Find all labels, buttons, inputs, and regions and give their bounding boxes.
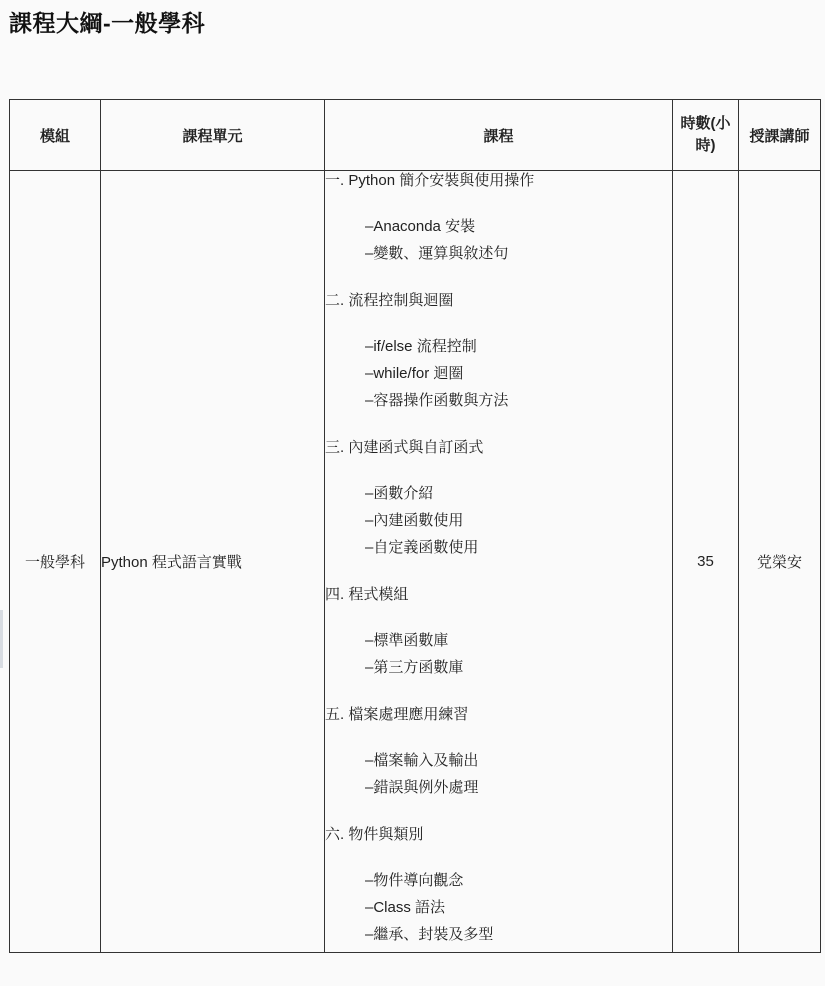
syllabus-table xyxy=(9,99,821,953)
header-module: 模組 xyxy=(10,100,101,171)
header-hours: 時數(小時) xyxy=(673,100,739,171)
course-section xyxy=(325,438,672,565)
section-item: –第三方函數庫 xyxy=(365,659,464,676)
section-item: –自定義函數使用 xyxy=(365,539,479,556)
section-item: –檔案輸入及輸出 xyxy=(365,752,479,769)
table-row xyxy=(10,171,821,953)
section-item: –變數、運算與敘述句 xyxy=(365,245,509,262)
section-title: 三. 內建函式與自訂函式 xyxy=(325,439,484,456)
hours-cell: 35 xyxy=(673,171,739,953)
scroll-edge-indicator xyxy=(0,610,3,668)
section-item: –if/else 流程控制 xyxy=(365,338,477,355)
page-title: 課程大綱-一般學科 xyxy=(9,10,206,36)
header-unit: 課程單元 xyxy=(101,100,325,171)
teacher-cell: 党榮安 xyxy=(739,171,821,953)
course-section xyxy=(325,825,672,952)
section-item: –錯誤與例外處理 xyxy=(365,779,479,796)
table-header-row xyxy=(10,100,821,171)
section-item: –內建函數使用 xyxy=(365,512,464,529)
section-item: –容器操作函數與方法 xyxy=(365,392,509,409)
section-title: 六. 物件與類別 xyxy=(325,826,424,843)
section-item: –Class 語法 xyxy=(365,899,446,916)
header-teacher: 授課講師 xyxy=(739,100,821,171)
course-section xyxy=(325,705,672,805)
section-title: 二. 流程控制與迴圈 xyxy=(325,292,454,309)
header-course: 課程 xyxy=(325,100,673,171)
section-item: –標準函數庫 xyxy=(365,632,449,649)
module-cell: 一般學科 xyxy=(10,171,101,953)
course-section xyxy=(325,585,672,685)
section-item: –Anaconda 安裝 xyxy=(365,218,476,235)
unit-cell: Python 程式語言實戰 xyxy=(101,171,325,953)
section-title: 一. Python 簡介安裝與使用操作 xyxy=(325,172,535,189)
course-section xyxy=(325,171,672,271)
section-title: 四. 程式模組 xyxy=(325,586,409,603)
section-item: –物件導向觀念 xyxy=(365,872,464,889)
course-section xyxy=(325,291,672,418)
section-item: –while/for 迴圈 xyxy=(365,365,464,382)
section-item: –函數介紹 xyxy=(365,485,434,502)
section-title: 五. 檔案處理應用練習 xyxy=(325,706,469,723)
course-cell xyxy=(325,171,673,953)
section-item: –繼承、封裝及多型 xyxy=(365,926,494,943)
